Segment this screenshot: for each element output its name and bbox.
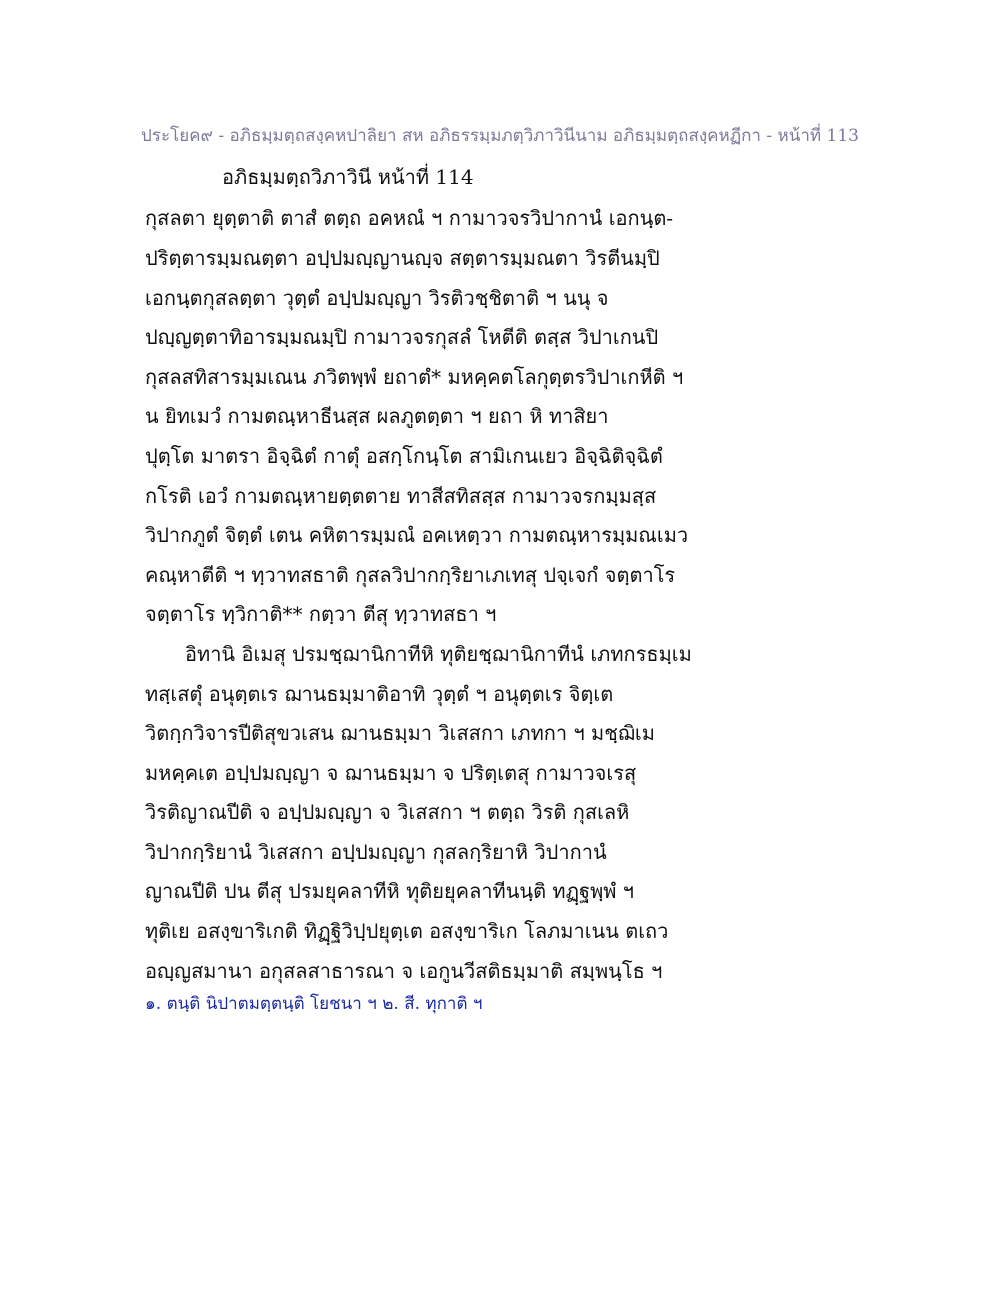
body-line: ทุติเย อสงฺขาริเกติ ทิฏฺฐิวิปฺปยุตฺเต อสงฺขาริเก โลภมาเนน ตเถว <box>145 919 669 943</box>
body-line: น ยิทเมวํ กามตณฺหาธีนสฺส ผลภูตตฺตา ฯ ยถา หิ ทาสิยา <box>145 404 609 428</box>
body-line: เอกนฺตกุสลตฺตา วุตฺตํ อปฺปมญฺญา วิรติวชฺชิตาติ ฯ นนุ จ <box>145 286 609 310</box>
body-line: ทสฺเสตุํ อนุตฺตเร ฌานธมฺมาติอาทิ วุตฺตํ ฯ อนุตฺตเร จิตฺเต <box>145 682 614 706</box>
body-line: วิตกฺกวิจารปีติสุขวเสน ฌานธมฺมา วิเสสกา เภทกา ฯ มชฺฌิเม <box>145 721 655 745</box>
body-line: ญาณปีติ ปน ตีสุ ปรมยุคลาทีหิ ทุติยยุคลาทีนนฺติ ทฏฺฐพฺพํ ฯ <box>145 879 635 903</box>
body-line: กโรติ เอวํ กามตณฺหายตฺตตาย ทาสีสทิสสฺส กามาวจรกมฺมสฺส <box>145 484 657 508</box>
body-line: กุสลตา ยุตฺตาติ ตาสํ ตตฺถ อคหณํ ฯ กามาวจรวิปากานํ เอกนฺต- <box>145 206 674 230</box>
body-line: กุสลสทิสารมฺมเณน ภวิตพฺพํ ยถาตํ* มหคฺคตโลกุตฺตรวิปาเกหีติ ฯ <box>145 365 684 389</box>
body-line: คณฺหาตีติ ฯ ทฺวาทสธาติ กุสลวิปากกฺริยาเภเทสุ ปจฺเจกํ จตฺตาโร <box>145 563 676 587</box>
body-line: วิปากภูตํ จิตฺตํ เตน คหิตารมฺมณํ อคเหตฺวา กามตณฺหารมฺมณเมว <box>145 523 689 547</box>
body-line: จตฺตาโร ทฺวิกาติ** กตฺวา ตีสุ ทฺวาทสธา ฯ <box>145 602 497 626</box>
footnote: ๑. ตนฺติ นิปาตมตฺตนฺติ โยชนา ฯ ๒. สี. ทุกาติ ฯ <box>145 994 483 1014</box>
body-line: อญฺญสมานา อกุสลสาธารณา จ เอกูนวีสติธมฺมาติ สมฺพนฺโธ ฯ <box>145 959 663 983</box>
body-line: วิรติญาณปีติ จ อปฺปมญฺญา จ วิเสสกา ฯ ตตฺถ วิรติ กุสเลหิ <box>145 800 630 824</box>
body-line: ปญฺญตฺตาทิอารมฺมณมฺปิ กามาวจรกุสลํ โหตีติ ตสฺส วิปาเกนปิ <box>145 325 659 349</box>
body-line: วิปากกฺริยานํ วิเสสกา อปฺปมญฺญา กุสลกฺริยาหิ วิปากานํ <box>145 840 607 864</box>
running-header: ประโยค๙ - อภิธมฺมตฺถสงฺคหปาลิยา สห อภิธรรมฺมภตฺวิภาวินีนาม อภิธมฺมตฺถสงฺคหฏีกา - หน้าที่ 113 <box>141 126 859 146</box>
body-line: ปุตฺโต มาตรา อิจฺฉิตํ กาตุํ อสกฺโกนฺโต สามิเกนเยว อิจฺฉิติจฺฉิตํ <box>145 444 663 468</box>
body-line: ปริตฺตารมฺมณตฺตา อปฺปมญฺญานญฺจ สตฺตารมฺมณตา วิรตีนมฺปิ <box>145 246 660 270</box>
body-line: มหคฺคเต อปฺปมญฺญา จ ฌานธมฺมา จ ปริตฺเตสุ กามาวจเรสุ <box>145 761 637 785</box>
body-line: อิทานิ อิเมสุ ปรมชฺฌานิกาทีหิ ทุติยชฺฌานิกาทีนํ เภทกรธมฺเม <box>185 642 692 666</box>
section-heading: อภิธมฺมตฺถวิภาวินี หน้าที่ 114 <box>222 165 474 189</box>
